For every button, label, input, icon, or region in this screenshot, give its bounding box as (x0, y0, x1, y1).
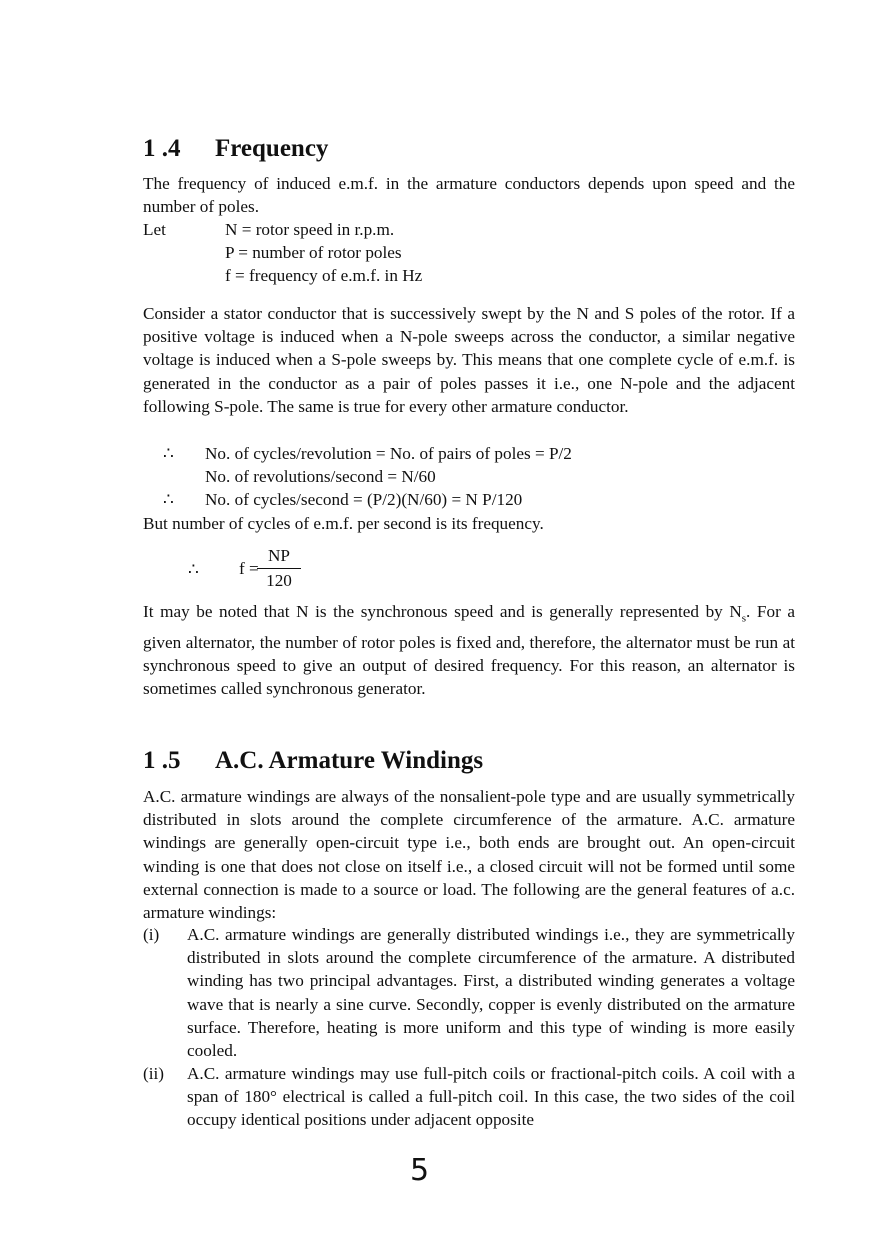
list-item-text: A.C. armature windings may use full-pitch coils or fractional-pitch coils. A coil with a span of 180° electrical is called a full-pitch coil. In this case, the two sides of the coil occupy identical positions under adjacent opposite (187, 1064, 795, 1130)
paragraph-intro-frequency: The frequency of induced e.m.f. in the armature conductors depends upon speed and the number of poles. (143, 174, 795, 217)
list-marker: (ii) (143, 1064, 164, 1083)
subscript-s: s (741, 612, 747, 625)
equation-cycles-per-revolution: No. of cycles/revolution = No. of pairs of poles = P/2 (205, 444, 572, 463)
paragraph-stator-conductor: Consider a stator conductor that is successively swept by the N and S poles of the rotor. If a positive voltage is induced when a N-pole sweeps across the conductor, a similar negative voltage is induced when a S-pole sweeps by. This means that one complete cycle of e.m.f. is generated in the conductor as a pair of poles passes it i.e., one N-pole and the adjacent following S-pole. The same is true for every other armature conductor. (143, 304, 795, 416)
formula-numerator: NP (268, 546, 290, 565)
section-title: A.C. Armature Windings (215, 747, 484, 774)
page-number: 5 (410, 1153, 430, 1188)
let-label: Let (143, 220, 166, 239)
formula-lhs: f = (239, 559, 259, 578)
list-marker: (i) (143, 925, 160, 944)
therefore-symbol: ∴ (188, 560, 199, 579)
section-title: Frequency (215, 135, 329, 162)
equation-revolutions-per-second: No. of revolutions/second = N/60 (205, 467, 436, 486)
para3-text-a: It may be noted that N is the synchronous speed and is generally represented by N (143, 602, 742, 621)
formula-denominator: 120 (266, 571, 292, 590)
para3-text-b: . For a given alternator, the number of rotor poles is fixed and, therefore, the alternator must be run at synchronous speed to give an output of desired frequency. For this reason, an alternator is sometimes called synchronous generator. (143, 602, 795, 699)
therefore-symbol: ∴ (163, 444, 174, 463)
section-number: 1 .5 (143, 747, 181, 774)
section-heading-frequency (143, 135, 328, 163)
section-number: 1 .4 (143, 135, 181, 162)
therefore-symbol: ∴ (163, 490, 174, 509)
paragraph-intro-windings: A.C. armature windings are always of the nonsalient-pole type and are usually symmetrically distributed in slots around the complete circumference of the armature. A.C. armature windings are generally open-circuit type i.e., both ends are brought out. An open-circuit winding is one that does not close on itself i.e., a closed circuit will not be formed until some external connection is made to a source or load. The following are the general features of a.c. armature windings: (143, 787, 795, 923)
list-item-text: A.C. armature windings are generally distributed windings i.e., they are symmetrically distributed in slots around the complete circumference of the armature. A distributed winding has two principal advantages. First, a distributed winding generates a voltage wave that is nearly a sine curve. Secondly, copper is evenly distributed on the armature surface. Therefore, heating is more uniform and this type of winding is more easily cooled. (187, 925, 795, 1061)
formula-fraction (257, 544, 301, 592)
paragraph-synchronous-speed (143, 600, 795, 700)
definition-f: f = frequency of e.m.f. in Hz (225, 266, 423, 285)
equation-cycles-per-second: No. of cycles/second = (P/2)(N/60) = N P/120 (205, 490, 523, 509)
equation-note: But number of cycles of e.m.f. per second is its frequency. (143, 514, 544, 533)
definition-p: P = number of rotor poles (225, 243, 402, 262)
section-heading-ac-armature-windings (143, 747, 483, 775)
definition-n: N = rotor speed in r.p.m. (225, 220, 395, 239)
